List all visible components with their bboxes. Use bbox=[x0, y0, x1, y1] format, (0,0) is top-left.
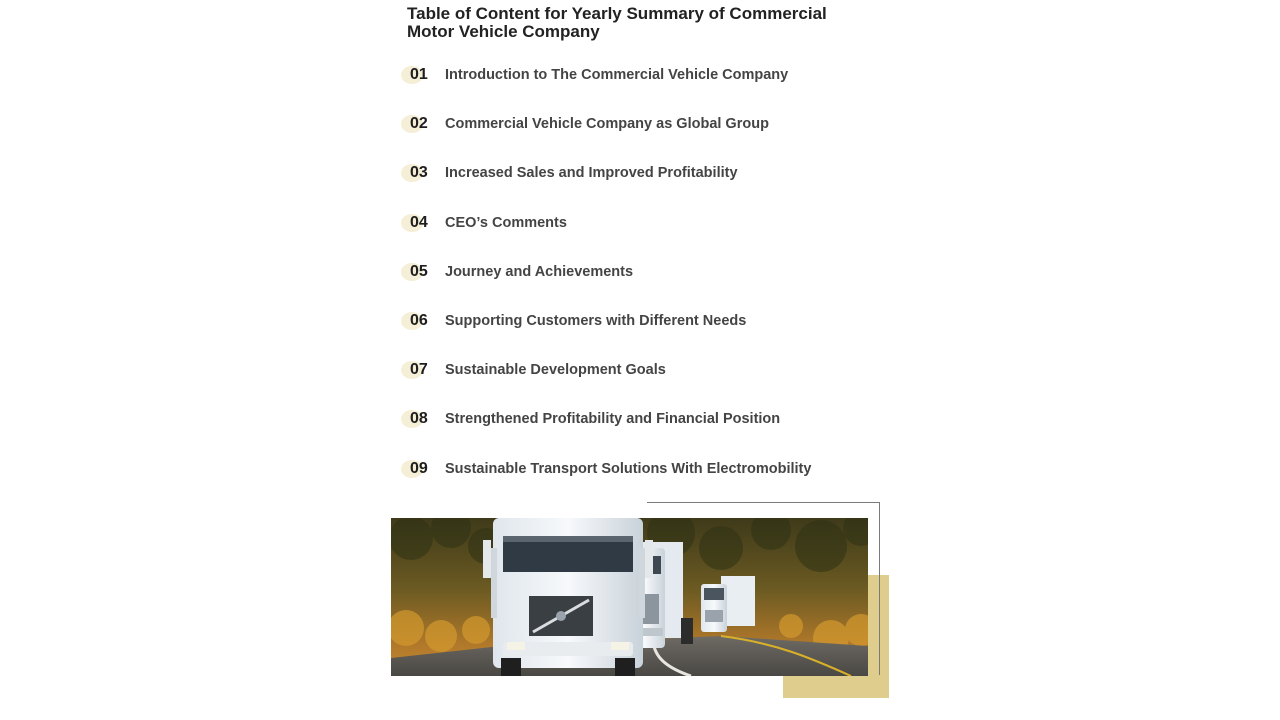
toc-number: 07 bbox=[410, 361, 428, 379]
toc-item-06[interactable] bbox=[401, 307, 881, 356]
toc-number: 03 bbox=[410, 164, 428, 182]
toc-item-03[interactable] bbox=[401, 159, 881, 208]
toc-number: 08 bbox=[410, 410, 428, 428]
toc-number: 01 bbox=[410, 66, 428, 83]
toc-number: 06 bbox=[410, 311, 428, 329]
toc-number: 04 bbox=[410, 213, 428, 231]
toc-label[interactable]: Sustainable Transport Solutions With Electromobility bbox=[445, 460, 812, 477]
toc-item-02[interactable] bbox=[401, 110, 881, 159]
page-title bbox=[407, 5, 867, 41]
page-title-line-1: Table of Content for Yearly Summary of Commercial bbox=[407, 4, 827, 23]
toc-item-09[interactable] bbox=[401, 455, 881, 504]
toc-number: 09 bbox=[410, 459, 428, 477]
toc-item-01[interactable] bbox=[401, 61, 881, 110]
toc-label[interactable]: Strengthened Profitability and Financial Position bbox=[445, 411, 781, 428]
toc-label[interactable]: CEO’s Comments bbox=[445, 214, 567, 231]
toc-label[interactable]: Supporting Customers with Different Needs bbox=[445, 312, 747, 329]
trucks-photo-illustration bbox=[391, 518, 868, 676]
toc-label[interactable]: Journey and Achievements bbox=[445, 263, 634, 280]
toc-item-07[interactable] bbox=[401, 356, 881, 405]
toc-item-04[interactable] bbox=[401, 209, 881, 258]
table-of-contents bbox=[401, 61, 881, 504]
toc-label[interactable]: Sustainable Development Goals bbox=[445, 362, 666, 379]
toc-label[interactable]: Increased Sales and Improved Profitability bbox=[445, 165, 738, 182]
toc-number: 05 bbox=[410, 262, 428, 280]
toc-item-08[interactable] bbox=[401, 405, 881, 454]
toc-number: 02 bbox=[410, 115, 428, 133]
trucks-photo bbox=[391, 518, 868, 676]
page-title-line-2: Motor Vehicle Company bbox=[407, 22, 600, 41]
toc-label[interactable]: Introduction to The Commercial Vehicle Company bbox=[445, 67, 789, 83]
toc-label[interactable]: Commercial Vehicle Company as Global Group bbox=[445, 116, 769, 133]
toc-item-05[interactable] bbox=[401, 258, 881, 307]
